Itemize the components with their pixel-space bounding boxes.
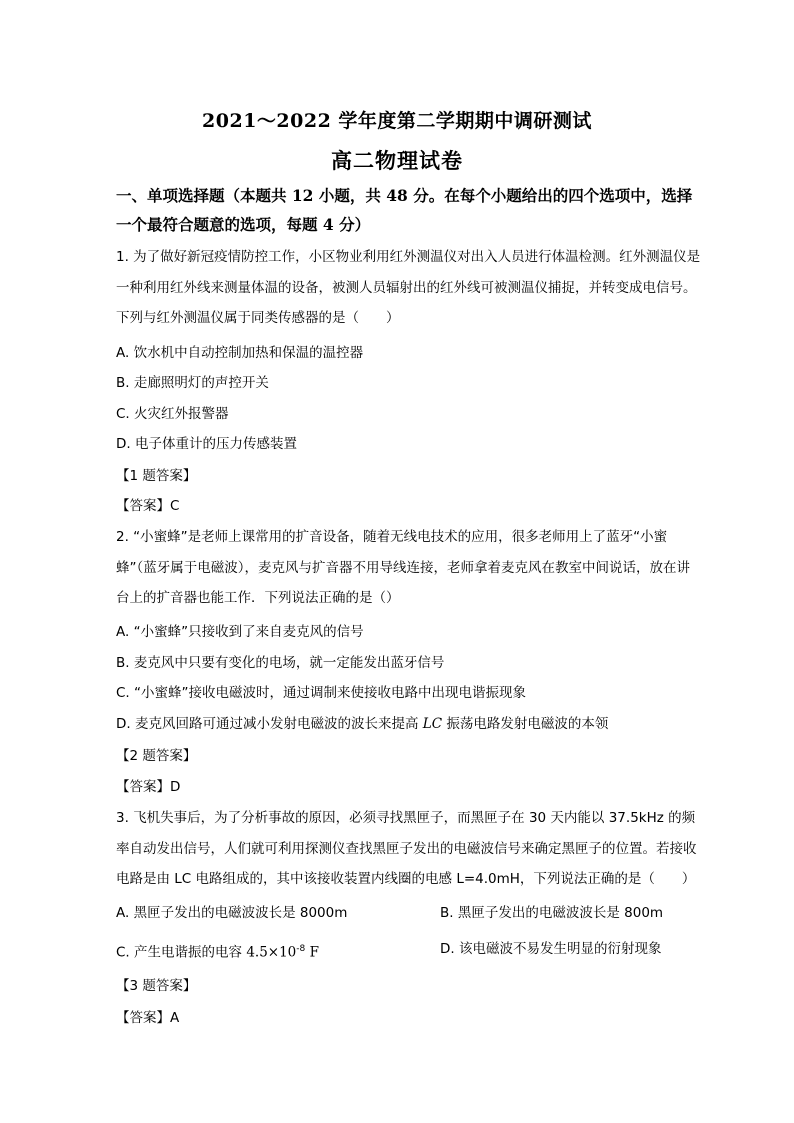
question-2-answer: 【答案】D [116,779,181,795]
question-1-option-a: A. 饮水机中自动控制加热和保温的温控器 [116,345,364,361]
question-1-answer: 【答案】C [116,498,180,514]
question-3-option-b: B. 黑匣子发出的电磁波波长是 800m [440,905,664,921]
question-3-answer-tag: 【3 题答案】 [116,978,197,994]
lc-symbol: LC [422,716,443,732]
question-2-answer-tag: 【2 题答案】 [116,748,197,764]
question-2-option-d-text: D. 麦克风回路可通过减小发射电磁波的波长来提高 [116,716,419,732]
question-2-option-a: A. “小蜜蜂”只接收到了来自麦克风的信号 [116,624,364,640]
question-1-answer-tag: 【1 题答案】 [116,468,197,484]
question-3-option-a: A. 黑匣子发出的电磁波波长是 8000m [116,905,348,921]
question-3-answer: 【答案】A [116,1010,180,1026]
question-3-option-c [116,939,319,963]
question-2-option-c: C. “小蜜蜂”接收电磁波时，通过调制来使接收电路中出现电谐振现象 [116,685,526,701]
question-2-option-b: B. 麦克风中只要有变化的电场，就一定能发出蓝牙信号 [116,655,445,671]
question-2-option-d-tail: 振荡电路发射电磁波的本领 [446,716,609,732]
exam-subtitle: 高二物理试卷 [331,148,463,173]
question-1-option-d: D. 电子体重计的压力传感装置 [116,436,297,452]
question-3-stem: 3. 飞机失事后，为了分析事故的原因，必须寻找黑匣子，而黑匣子在 30 天内能以 37.5kHz 的频率自动发出信号，人们就可利用探测仪查找黑匣子发出的电磁波信号来确定黑匣子的位置。若接收电路是由 LC 电路组成的，其中该接收装置内线圈的电感 L=4.0mH，下列说法正确的是（ ） [116,810,697,887]
question-1-option-c: C. 火灾红外报警器 [116,406,229,422]
question-1-option-b: B. 走廊照明灯的声控开关 [116,375,269,391]
capacitance-value: 4.5×10 [246,944,297,961]
exam-title: 2021～2022 学年度第二学期期中调研测试 [202,110,592,132]
capacitance-unit: F [309,944,319,961]
question-2-option-d [116,714,608,734]
section-heading: 一、单项选择题（本题共 12 小题，共 48 分。在每个小题给出的四个选项中，选择一个最符合题意的选项，每题 4 分） [116,186,693,234]
question-3-option-c-text: C. 产生电谐振的电容 [116,944,243,961]
question-3-option-d: D. 该电磁波不易发生明显的衍射现象 [440,941,662,957]
capacitance-exponent: -8 [296,944,306,954]
question-1-stem: 1. 为了做好新冠疫情防控工作，小区物业利用红外测温仪对出入人员进行体温检测。红外测温仪是一种利用红外线来测量体温的设备，被测人员辐射出的红外线可被测温仪捕捉，并转变成电信号。下列与红外测温仪属于同类传感器的是（ ） [116,249,701,326]
question-2-stem: 2. “小蜜蜂”是老师上课常用的扩音设备，随着无线电技术的应用，很多老师用上了蓝牙“小蜜蜂”（蓝牙属于电磁波），麦克风与扩音器不用导线连接，老师拿着麦克风在教室中间说话，放在讲台上的扩音器也能工作．下列说法正确的是（） [116,529,690,606]
